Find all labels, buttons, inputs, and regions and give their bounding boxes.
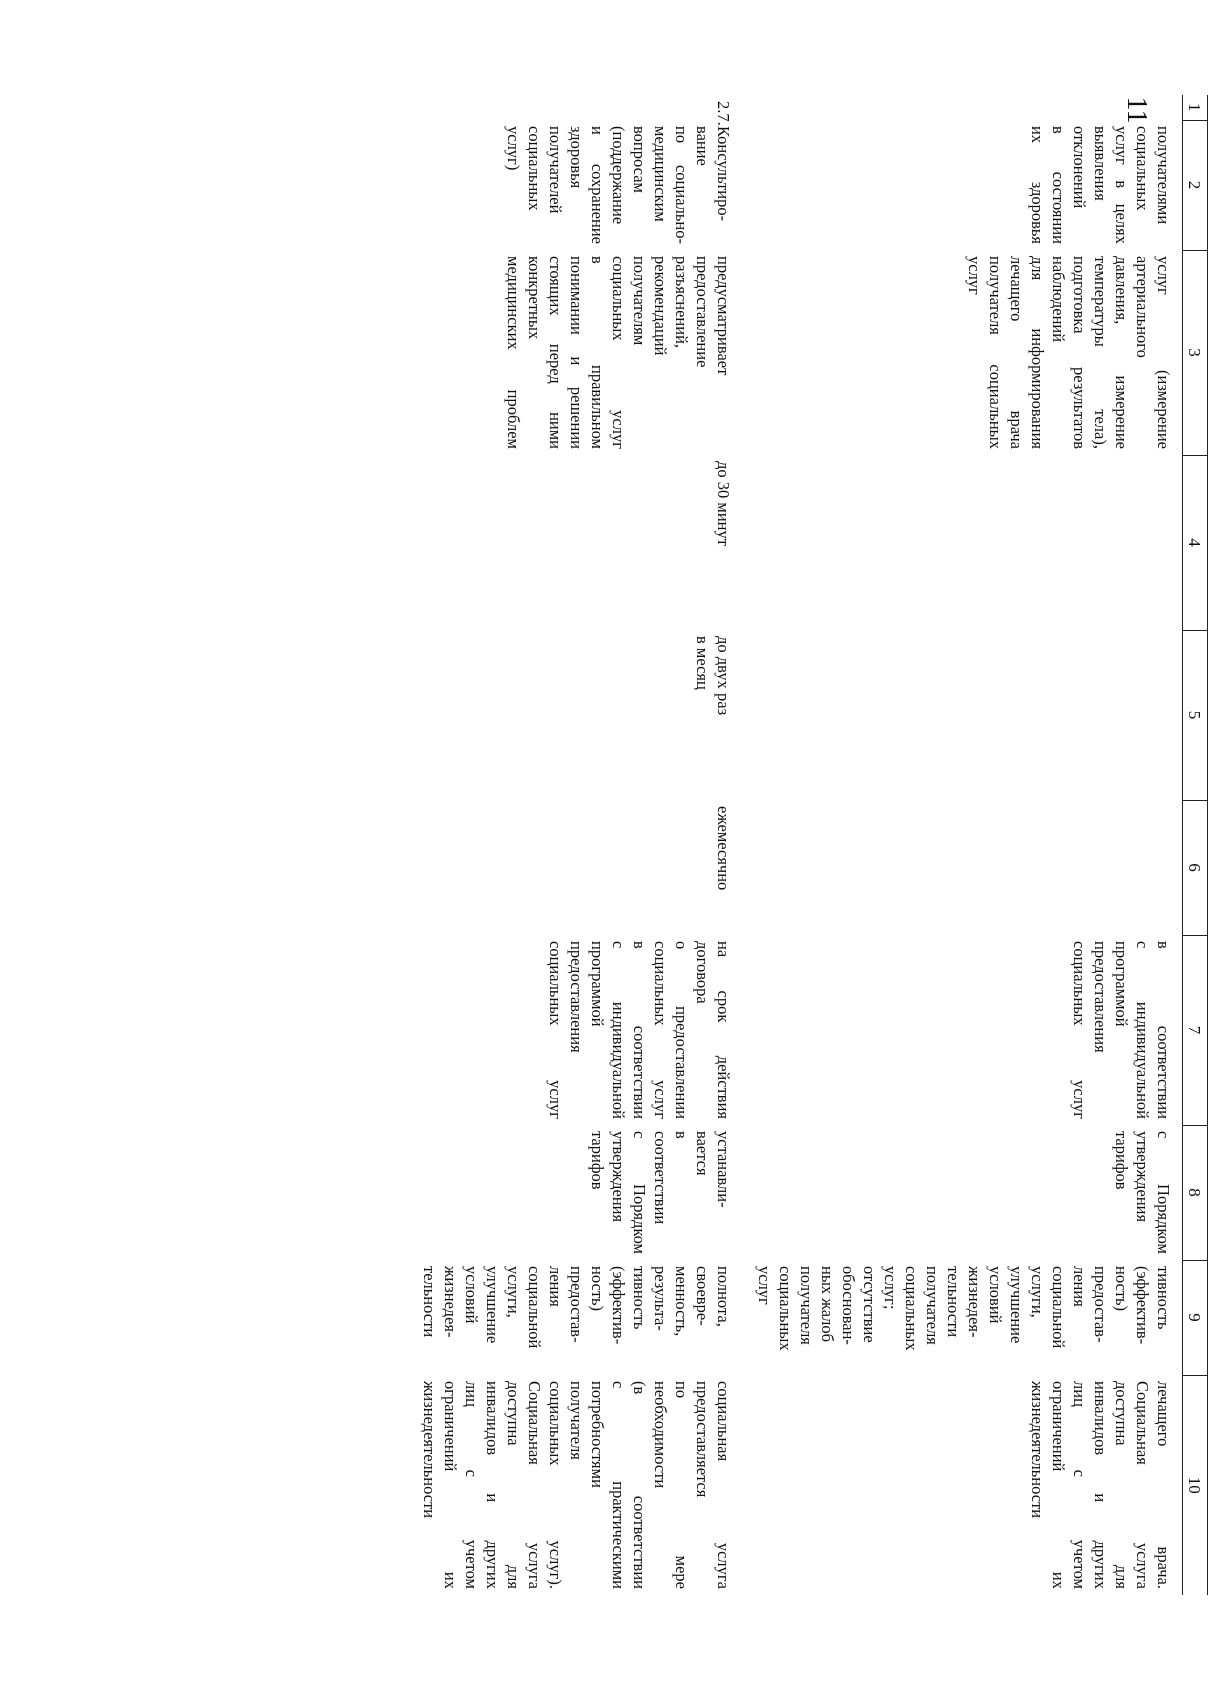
cell-line: в состоянии: [1049, 126, 1068, 244]
cell-line: полнота,: [714, 1266, 733, 1327]
cell-line: их здоровья: [1028, 126, 1047, 244]
cell-line: медицинских проблем: [504, 256, 523, 449]
cell-line: результа-: [651, 1266, 670, 1331]
cell-line: социальных услуг: [546, 941, 565, 1119]
cell-line: обоснован-: [839, 1266, 858, 1345]
cell-line: лиц с учетом: [1070, 1381, 1089, 1589]
cell-line: предостав-: [1091, 1266, 1110, 1343]
cell-line: (эффектив-: [1133, 1266, 1152, 1345]
cell-line: тивность: [1154, 1266, 1173, 1330]
col-header: 1: [1183, 95, 1208, 120]
cell-line: инвалидов и других: [1091, 1381, 1110, 1589]
cell-line: и сохранение: [588, 126, 607, 244]
cell-line: услуг;: [881, 1266, 900, 1310]
cell-description: [419, 250, 744, 455]
cell-line: своевре-: [693, 1266, 712, 1326]
col-header: 4: [1183, 455, 1208, 630]
cell-line: Социальная услуга: [525, 1381, 544, 1589]
cell-line: ограничений их: [1049, 1381, 1068, 1589]
cell-conditions: [744, 1375, 1183, 1595]
cell-line: медицинским: [651, 126, 670, 222]
services-table: [419, 95, 1208, 1595]
cell-line: здоровья: [567, 126, 586, 189]
cell-line: социальной: [1049, 1266, 1068, 1349]
cell-line: предоставления: [567, 941, 586, 1053]
cell-line: тарифов: [588, 1131, 607, 1190]
cell-line: на срок действия: [714, 941, 733, 1119]
cell-number: [744, 95, 1183, 120]
header-row: [1183, 95, 1208, 1595]
cell-line: (поддержание: [609, 126, 628, 225]
cell-duration: [419, 455, 744, 630]
cell-line: получателя: [567, 1381, 586, 1460]
cell-line: получателя: [923, 1266, 942, 1345]
cell-line: тельности: [944, 1266, 963, 1338]
cell-line: утверждения: [609, 1131, 628, 1223]
cell-line: услуг: [965, 256, 984, 295]
cell-line: (в соответствии: [630, 1381, 649, 1589]
cell-indicators: [419, 1260, 744, 1375]
cell-line: утверждения: [1133, 1131, 1152, 1223]
cell-period: [419, 800, 744, 935]
cell-line: доступна для: [1112, 1381, 1131, 1589]
cell-line: менность,: [672, 1266, 691, 1337]
col-header: 2: [1183, 120, 1208, 250]
col-header: 8: [1183, 1125, 1208, 1260]
cell-line: социальных: [776, 1266, 795, 1351]
cell-line: услуг: [755, 1266, 774, 1305]
cell-line: вопросам: [630, 126, 649, 193]
cell-line: с практическими: [609, 1381, 628, 1589]
cell-line: в месяц: [693, 636, 712, 690]
cell-line: отсутствие: [860, 1266, 879, 1343]
cell-line: условий: [986, 1266, 1005, 1324]
cell-line: услуги,: [504, 1266, 523, 1318]
cell-line: лечащего врача.: [1154, 1381, 1173, 1589]
cell-period: [744, 800, 1183, 935]
cell-line: социальной: [525, 1266, 544, 1349]
cell-line: тельности: [420, 1266, 439, 1338]
table-row: [744, 95, 1183, 1595]
cell-line: услуг): [504, 126, 523, 171]
cell-line: социальная услуга: [714, 1381, 733, 1589]
cell-line: предоставление: [693, 256, 712, 368]
cell-line: ежемесячно: [714, 806, 733, 891]
page-number: 11: [1121, 96, 1152, 124]
cell-line: разъяснений,: [672, 256, 691, 349]
cell-line: жизнедеятельности: [1028, 1381, 1047, 1519]
cell-line: договора: [693, 941, 712, 1004]
cell-line: улучшение: [483, 1266, 502, 1344]
cell-line: социальных услуг: [651, 941, 670, 1119]
cell-line: получателей: [546, 126, 565, 214]
col-header: 7: [1183, 935, 1208, 1125]
cell-line: ность): [1112, 1266, 1131, 1312]
cell-description: [744, 250, 1183, 455]
cell-line: Социальная услуга: [1133, 1381, 1152, 1589]
cell-line: в соответствии: [1154, 941, 1173, 1119]
cell-line: температуры тела),: [1091, 256, 1110, 449]
cell-line: тивность: [630, 1266, 649, 1330]
col-header: 10: [1183, 1375, 1208, 1595]
cell-conditions: [419, 1375, 744, 1595]
cell-line: услуг (измерение: [1154, 256, 1173, 449]
cell-term: [744, 935, 1183, 1125]
cell-line: условий: [462, 1266, 481, 1324]
cell-line: предостав-: [567, 1266, 586, 1343]
cell-line: стоящих перед ними: [546, 256, 565, 449]
cell-frequency: [419, 630, 744, 800]
cell-line: социальных: [525, 126, 544, 211]
cell-line: инвалидов и других: [483, 1381, 502, 1589]
cell-indicators: [744, 1260, 1183, 1375]
cell-line: с Порядком: [630, 1131, 649, 1254]
rotated-table-sheet: [198, 95, 1208, 1595]
cell-line: улучшение: [1007, 1266, 1026, 1344]
cell-line: услуг в целях: [1112, 126, 1131, 244]
cell-line: наблюдений: [1049, 256, 1068, 343]
cell-line: получателям: [630, 256, 649, 346]
cell-line: о предоставлении: [672, 941, 691, 1119]
cell-line: жизнедеятельности: [420, 1381, 439, 1519]
col-header: 5: [1183, 630, 1208, 800]
cell-line: ных жалоб: [818, 1266, 837, 1343]
cell-line: тарифов: [1112, 1131, 1131, 1190]
cell-line: в соответствии: [630, 941, 649, 1119]
cell-line: по мере: [672, 1381, 691, 1589]
cell-line: потребностями: [588, 1381, 607, 1488]
cell-tariff: [419, 1125, 744, 1260]
cell-line: отклонений: [1070, 126, 1089, 209]
cell-line: подготовка результатов: [1070, 256, 1089, 449]
col-header: 9: [1183, 1260, 1208, 1375]
cell-line: рекомендаций: [651, 256, 670, 356]
cell-line: программой: [1112, 941, 1131, 1027]
cell-line: предоставления: [1091, 941, 1110, 1053]
col-header: 3: [1183, 250, 1208, 455]
cell-line: жизнедея-: [441, 1266, 460, 1338]
cell-line: ления: [546, 1266, 565, 1307]
cell-number: 2.7.: [714, 101, 733, 126]
cell-line: ность): [588, 1266, 607, 1312]
cell-duration: [744, 455, 1183, 630]
cell-line: артериального: [1133, 256, 1152, 358]
cell-line: выявления: [1091, 126, 1110, 201]
cell-tariff: [744, 1125, 1183, 1260]
cell-line: понимании и решении: [567, 256, 586, 449]
cell-line: получателя: [797, 1266, 816, 1345]
cell-line: с индивидуальной: [1133, 941, 1152, 1119]
cell-line: для информирования: [1028, 256, 1047, 449]
cell-line: лиц с учетом: [462, 1381, 481, 1589]
cell-line: Консультиро-: [714, 126, 733, 222]
cell-service-name: [419, 120, 744, 250]
cell-line: давления, измерение: [1112, 256, 1131, 449]
cell-line: социальных: [1133, 126, 1152, 211]
cell-line: устанавли-: [714, 1131, 733, 1208]
cell-line: до двух раз: [714, 636, 733, 716]
cell-line: ления: [1070, 1266, 1089, 1307]
table-row: [419, 95, 744, 1595]
cell-line: лечащего врача: [1007, 256, 1026, 449]
cell-frequency: [744, 630, 1183, 800]
cell-service-name: [744, 120, 1183, 250]
cell-line: получателями: [1154, 126, 1173, 225]
cell-line: в: [672, 1131, 691, 1139]
cell-line: с индивидуальной: [609, 941, 628, 1119]
col-header: 6: [1183, 800, 1208, 935]
cell-line: социальных услуг).: [546, 1381, 565, 1589]
cell-line: по социально-: [672, 126, 691, 244]
cell-line: конкретных: [525, 256, 544, 340]
cell-line: социальных: [902, 1266, 921, 1351]
cell-line: ограничений их: [441, 1381, 460, 1589]
cell-term: [419, 935, 744, 1125]
cell-line: (эффектив-: [609, 1266, 628, 1345]
cell-line: жизнедея-: [965, 1266, 984, 1338]
cell-line: до 30 минут: [714, 461, 733, 546]
cell-line: с Порядком: [1154, 1131, 1173, 1254]
cell-line: в правильном: [588, 256, 607, 449]
cell-line: вание: [693, 126, 712, 166]
cell-line: необходимости: [651, 1381, 670, 1489]
cell-line: предоставляется: [693, 1381, 712, 1498]
cell-line: соответствии: [651, 1131, 670, 1225]
cell-line: получателя социальных: [986, 256, 1005, 449]
cell-line: доступна для: [504, 1381, 523, 1589]
cell-line: социальных услуг: [609, 256, 628, 449]
cell-line: предусматривает: [714, 256, 733, 376]
cell-line: социальных услуг: [1070, 941, 1089, 1119]
cell-line: услуги,: [1028, 1266, 1047, 1318]
cell-line: программой: [588, 941, 607, 1027]
cell-line: вается: [693, 1131, 712, 1176]
